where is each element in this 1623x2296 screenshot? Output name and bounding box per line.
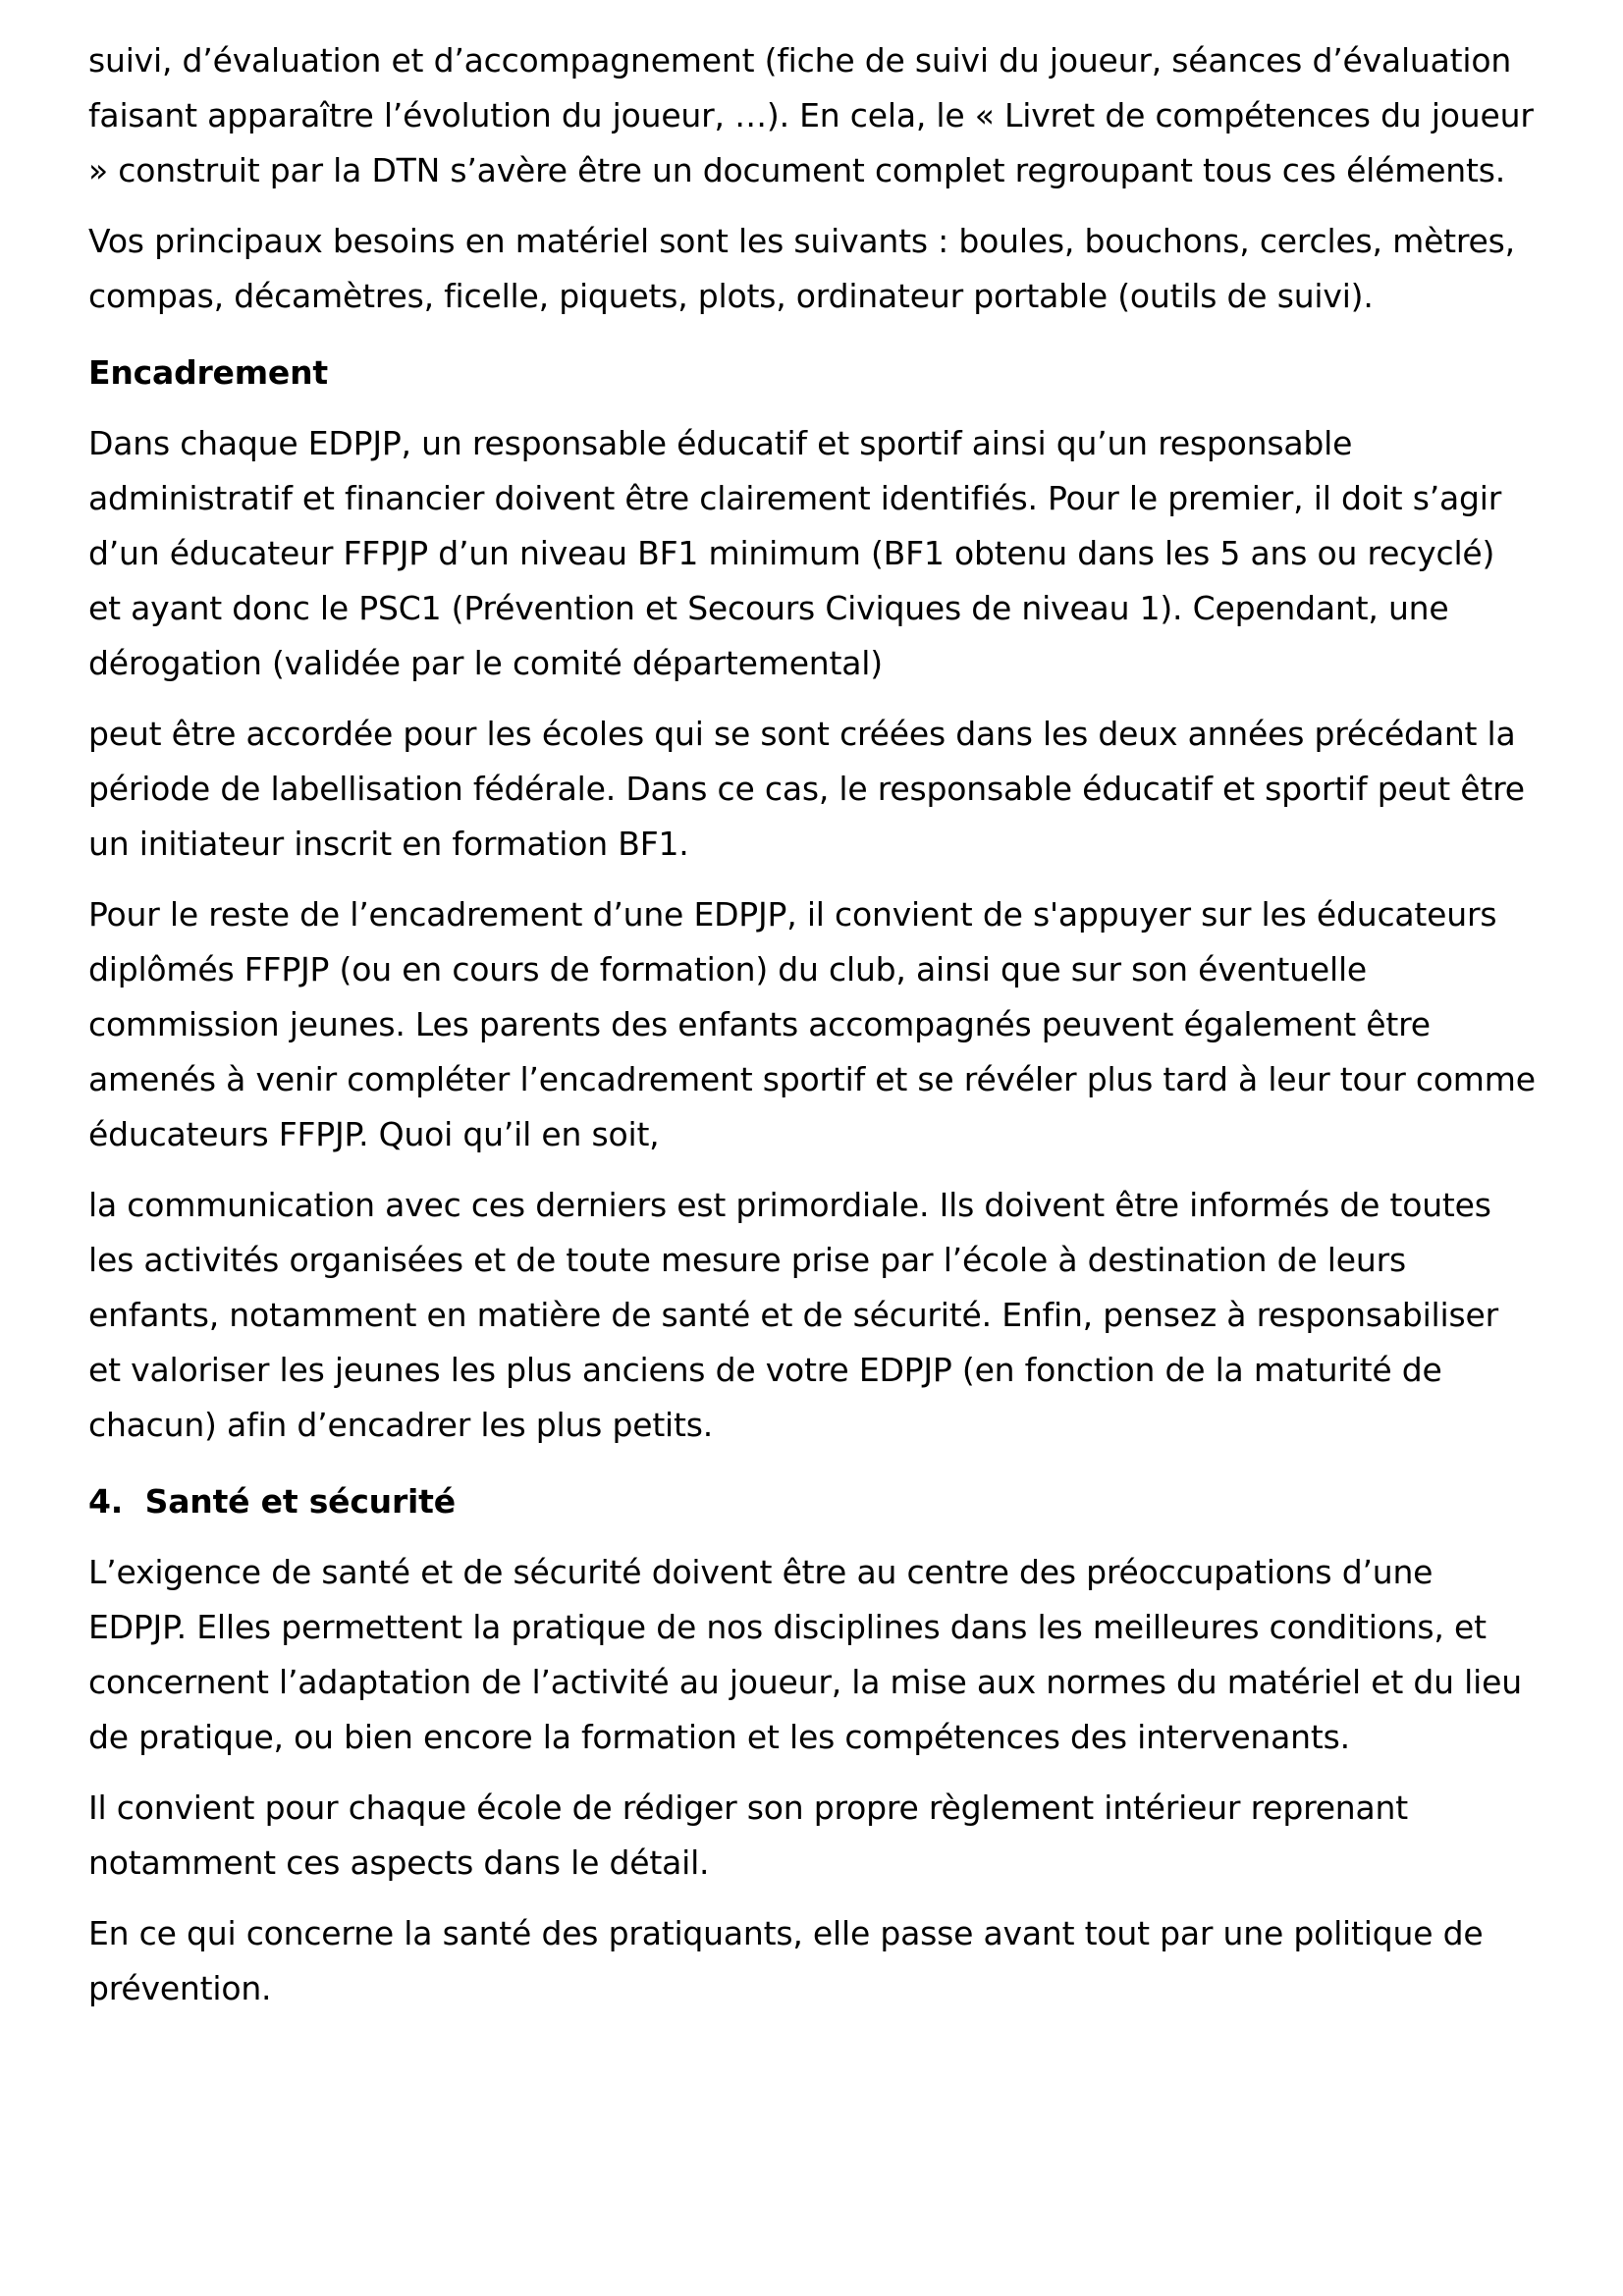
paragraph-reste-encadrement: Pour le reste de l’encadrement d’une EDPJP, il convient de s'appuyer sur les éducateurs diplômés FFPJP (ou en cours de formation) du club, ainsi que sur son éventuelle commission jeunes. Les parents des enfants accompagnés peuvent également être amenés à venir compléter l’encadrement sportif et se révéler plus tard à leur tour comme éducateurs FFPJP. Quoi qu’il en soit,	[88, 895, 1536, 1153]
paragraph-politique-prevention: En ce qui concerne la santé des pratiquants, elle passe avant tout par une politique de prévention.	[88, 1914, 1484, 2007]
paragraph-besoins-materiel: Vos principaux besoins en matériel sont les suivants : boules, bouchons, cercles, mètres, compas, décamètres, ficelle, piquets, plots, ordinateur portable (outils de suivi).	[88, 222, 1515, 315]
section-heading-encadrement: Encadrement	[88, 353, 328, 392]
paragraph-suivi-evaluation: suivi, d’évaluation et d’accompagnement (fiche de suivi du joueur, séances d’évaluation faisant apparaître l’évolution du joueur, …). En cela, le « Livret de compétences du joueur » construit par la DTN s’avère être un document complet regroupant tous ces éléments.	[88, 41, 1534, 189]
paragraph-responsables-identifies: Dans chaque EDPJP, un responsable éducatif et sportif ainsi qu’un responsable administratif et financier doivent être clairement identifiés. Pour le premier, il doit s’agir d’un éducateur FFPJP d’un niveau BF1 minimum (BF1 obtenu dans les 5 ans ou recyclé) et ayant donc le PSC1 (Prévention et Secours Civiques de niveau 1). Cependant, une dérogation (validée par le comité départemental)	[88, 424, 1502, 682]
paragraph-derogation-ecoles: peut être accordée pour les écoles qui se sont créées dans les deux années précédant la période de labellisation fédérale. Dans ce cas, le responsable éducatif et sportif peut être un initiateur inscrit en formation BF1.	[88, 715, 1525, 863]
section-heading-sante-securite: 4. Santé et sécurité	[88, 1482, 456, 1521]
paragraph-communication-parents: la communication avec ces derniers est primordiale. Ils doivent être informés de toutes les activités organisées et de toute mesure prise par l’école à destination de leurs enfants, notamment en matière de santé et de sécurité. Enfin, pensez à responsabiliser et valoriser les jeunes les plus anciens de votre EDPJP (en fonction de la maturité de chacun) afin d’encadrer les plus petits.	[88, 1186, 1498, 1444]
paragraph-exigence-sante-securite: L’exigence de santé et de sécurité doivent être au centre des préoccupations d’une EDPJP. Elles permettent la pratique de nos disciplines dans les meilleures conditions, et concernent l’adaptation de l’activité au joueur, la mise aux normes du matériel et du lieu de pratique, ou bien encore la formation et les compétences des intervenants.	[88, 1553, 1522, 1756]
paragraph-reglement-interieur: Il convient pour chaque école de rédiger son propre règlement intérieur reprenant notamment ces aspects dans le détail.	[88, 1789, 1409, 1882]
